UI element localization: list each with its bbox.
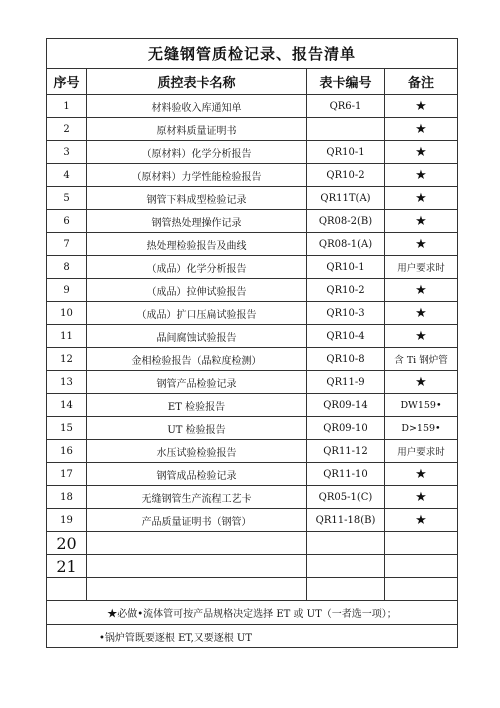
- row-note: ★: [385, 187, 458, 210]
- header-row: [47, 69, 458, 95]
- row-code: [307, 578, 385, 601]
- row-code: QR09-14: [307, 394, 385, 417]
- row-seq: 14: [47, 394, 87, 417]
- row-seq: 15: [47, 417, 87, 440]
- row-note: ★: [385, 164, 458, 187]
- row-name: 热处理检验报告及曲线: [87, 233, 307, 256]
- row-code: QR10-3: [307, 302, 385, 325]
- row-code: QR11-18(B): [307, 509, 385, 532]
- row-seq: 3: [47, 141, 87, 164]
- row-seq: 4: [47, 164, 87, 187]
- table-row: [47, 325, 458, 348]
- row-name: UT 检验报告: [87, 417, 307, 440]
- row-note: ★: [385, 141, 458, 164]
- row-code: QR10-2: [307, 164, 385, 187]
- row-seq: 8: [47, 256, 87, 279]
- table-row: [47, 95, 458, 118]
- table-row: [47, 187, 458, 210]
- table-row: [47, 210, 458, 233]
- row-seq: 10: [47, 302, 87, 325]
- row-seq: 9: [47, 279, 87, 302]
- row-code: QR11-10: [307, 463, 385, 486]
- row-seq: 5: [47, 187, 87, 210]
- row-note: [385, 578, 458, 601]
- row-note: D>159•: [385, 417, 458, 440]
- row-code: QR11-9: [307, 371, 385, 394]
- table-row: [47, 509, 458, 532]
- row-code: [307, 555, 385, 578]
- row-name: 无缝钢管生产流程工艺卡: [87, 486, 307, 509]
- row-code: QR11T(A): [307, 187, 385, 210]
- row-name: 晶间腐蚀试验报告: [87, 325, 307, 348]
- row-seq: 18: [47, 486, 87, 509]
- row-name: [87, 578, 307, 601]
- row-code: QR10-2: [307, 279, 385, 302]
- row-note: ★: [385, 463, 458, 486]
- table-row: [47, 578, 458, 601]
- table-row: [47, 164, 458, 187]
- row-name: 金相检验报告（晶粒度检测）: [87, 348, 307, 371]
- table-row: [47, 371, 458, 394]
- row-name: ET 检验报告: [87, 394, 307, 417]
- table-row: [47, 233, 458, 256]
- row-name: 产品质量证明书（钢管）: [87, 509, 307, 532]
- row-seq: 6: [47, 210, 87, 233]
- row-note: ★: [385, 279, 458, 302]
- table-row: [47, 440, 458, 463]
- row-code: [307, 118, 385, 141]
- row-seq: 20: [47, 532, 87, 555]
- row-note: ★: [385, 371, 458, 394]
- row-name: 钢管产品检验记录: [87, 371, 307, 394]
- table-row: [47, 417, 458, 440]
- row-note: [385, 532, 458, 555]
- row-note: ★: [385, 509, 458, 532]
- header-note: 备注: [385, 69, 458, 95]
- table-title: 无缝钢管质检记录、报告清单: [47, 39, 458, 69]
- row-name: （成品）拉伸试验报告: [87, 279, 307, 302]
- row-name: （成品）化学分析报告: [87, 256, 307, 279]
- qc-record-table: [46, 38, 458, 648]
- row-note: ★: [385, 486, 458, 509]
- footnote-line-2: •锅炉管既要逐根 ET,又要逐根 UT: [47, 625, 458, 648]
- row-code: QR10-8: [307, 348, 385, 371]
- table-row: [47, 302, 458, 325]
- row-note: 用户要求时: [385, 440, 458, 463]
- row-note: ★: [385, 325, 458, 348]
- row-note: ★: [385, 210, 458, 233]
- row-note: ★: [385, 118, 458, 141]
- table-row: [47, 532, 458, 555]
- row-code: QR11-12: [307, 440, 385, 463]
- row-code: QR6-1: [307, 95, 385, 118]
- row-name: 钢管热处理操作记录: [87, 210, 307, 233]
- row-code: QR09-10: [307, 417, 385, 440]
- row-name: 水压试验检验报告: [87, 440, 307, 463]
- row-note: DW159•: [385, 394, 458, 417]
- row-note: [385, 555, 458, 578]
- row-code: QR10-4: [307, 325, 385, 348]
- row-note: ★: [385, 95, 458, 118]
- row-code: QR10-1: [307, 256, 385, 279]
- row-note: ★: [385, 233, 458, 256]
- footnote-line-1: ★必做•流体管可按产品规格决定选择 ET 或 UT（一者选一项）；: [47, 601, 458, 625]
- row-seq: [47, 578, 87, 601]
- row-name: 原材料质量证明书: [87, 118, 307, 141]
- table-row: [47, 118, 458, 141]
- row-seq: 16: [47, 440, 87, 463]
- table-row: [47, 348, 458, 371]
- row-seq: 19: [47, 509, 87, 532]
- header-seq: 序号: [47, 69, 87, 95]
- row-code: [307, 532, 385, 555]
- row-code: QR08-2(B): [307, 210, 385, 233]
- row-seq: 17: [47, 463, 87, 486]
- row-note: 含 Ti 钢炉管: [385, 348, 458, 371]
- table-row: [47, 141, 458, 164]
- table-row: [47, 463, 458, 486]
- row-code: QR08-1(A): [307, 233, 385, 256]
- header-name: 质控表卡名称: [87, 69, 307, 95]
- row-name: （原材料）力学性能检验报告: [87, 164, 307, 187]
- row-note: ★: [385, 302, 458, 325]
- row-seq: 21: [47, 555, 87, 578]
- row-seq: 7: [47, 233, 87, 256]
- table-row: [47, 394, 458, 417]
- row-code: QR10-1: [307, 141, 385, 164]
- row-name: 钢管成品检验记录: [87, 463, 307, 486]
- row-seq: 2: [47, 118, 87, 141]
- row-seq: 1: [47, 95, 87, 118]
- table-row: [47, 486, 458, 509]
- table-row: [47, 279, 458, 302]
- row-name: 钢管下料成型检验记录: [87, 187, 307, 210]
- table-row: [47, 555, 458, 578]
- row-seq: 11: [47, 325, 87, 348]
- row-code: QR05-1(C): [307, 486, 385, 509]
- row-note: 用户要求时: [385, 256, 458, 279]
- row-name: （成品）扩口压扁试验报告: [87, 302, 307, 325]
- row-name: （原材料）化学分析报告: [87, 141, 307, 164]
- row-name: 材料验收入库通知单: [87, 95, 307, 118]
- row-seq: 12: [47, 348, 87, 371]
- header-code: 表卡编号: [307, 69, 385, 95]
- row-seq: 13: [47, 371, 87, 394]
- table-row: [47, 256, 458, 279]
- row-name: [87, 532, 307, 555]
- row-name: [87, 555, 307, 578]
